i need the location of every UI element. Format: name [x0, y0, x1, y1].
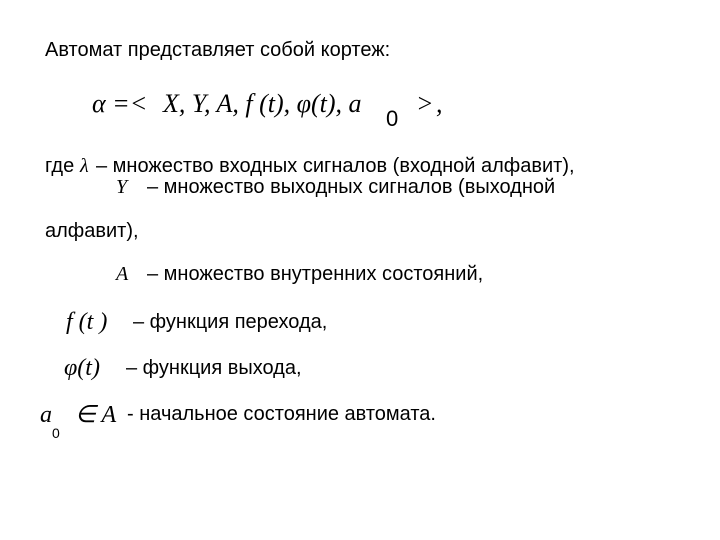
definition-a0-relation: ∈ A — [75, 402, 117, 428]
definition-f-symbol: f (t ) — [66, 309, 108, 335]
definition-a0-subscript: 0 — [52, 425, 60, 441]
definition-y-symbol: Y — [116, 176, 128, 198]
definition-y-text-line1: – множество выходных сигналов (выходной — [147, 176, 556, 198]
formula-trail: , — [436, 89, 443, 118]
definition-a-text: – множество внутренних состояний, — [147, 263, 484, 285]
definition-y-text-line2: алфавит), — [45, 220, 139, 242]
definition-a-symbol: A — [116, 263, 129, 285]
formula-close: > — [416, 89, 434, 118]
definition-phi-text: – функция выхода, — [126, 357, 302, 379]
definition-a0-text: - начальное состояние автомата. — [127, 403, 436, 425]
formula-subscript: 0 — [386, 106, 399, 131]
definition-phi-symbol: φ(t) — [64, 355, 100, 381]
formula-tuple: X, Y, A, f (t), φ(t), a — [163, 89, 362, 118]
definition-a0-base: a — [40, 402, 52, 428]
definition-x-prefix: где — [45, 155, 75, 177]
definition-f-text: – функция перехода, — [133, 311, 328, 333]
slide-heading: Автомат представляет собой кортеж: — [45, 39, 391, 61]
definition-x-symbol: λ — [80, 155, 89, 177]
definition-x-text: – множество входных сигналов (входной алфавит), — [96, 155, 575, 177]
formula-lhs: α =< — [92, 89, 148, 118]
